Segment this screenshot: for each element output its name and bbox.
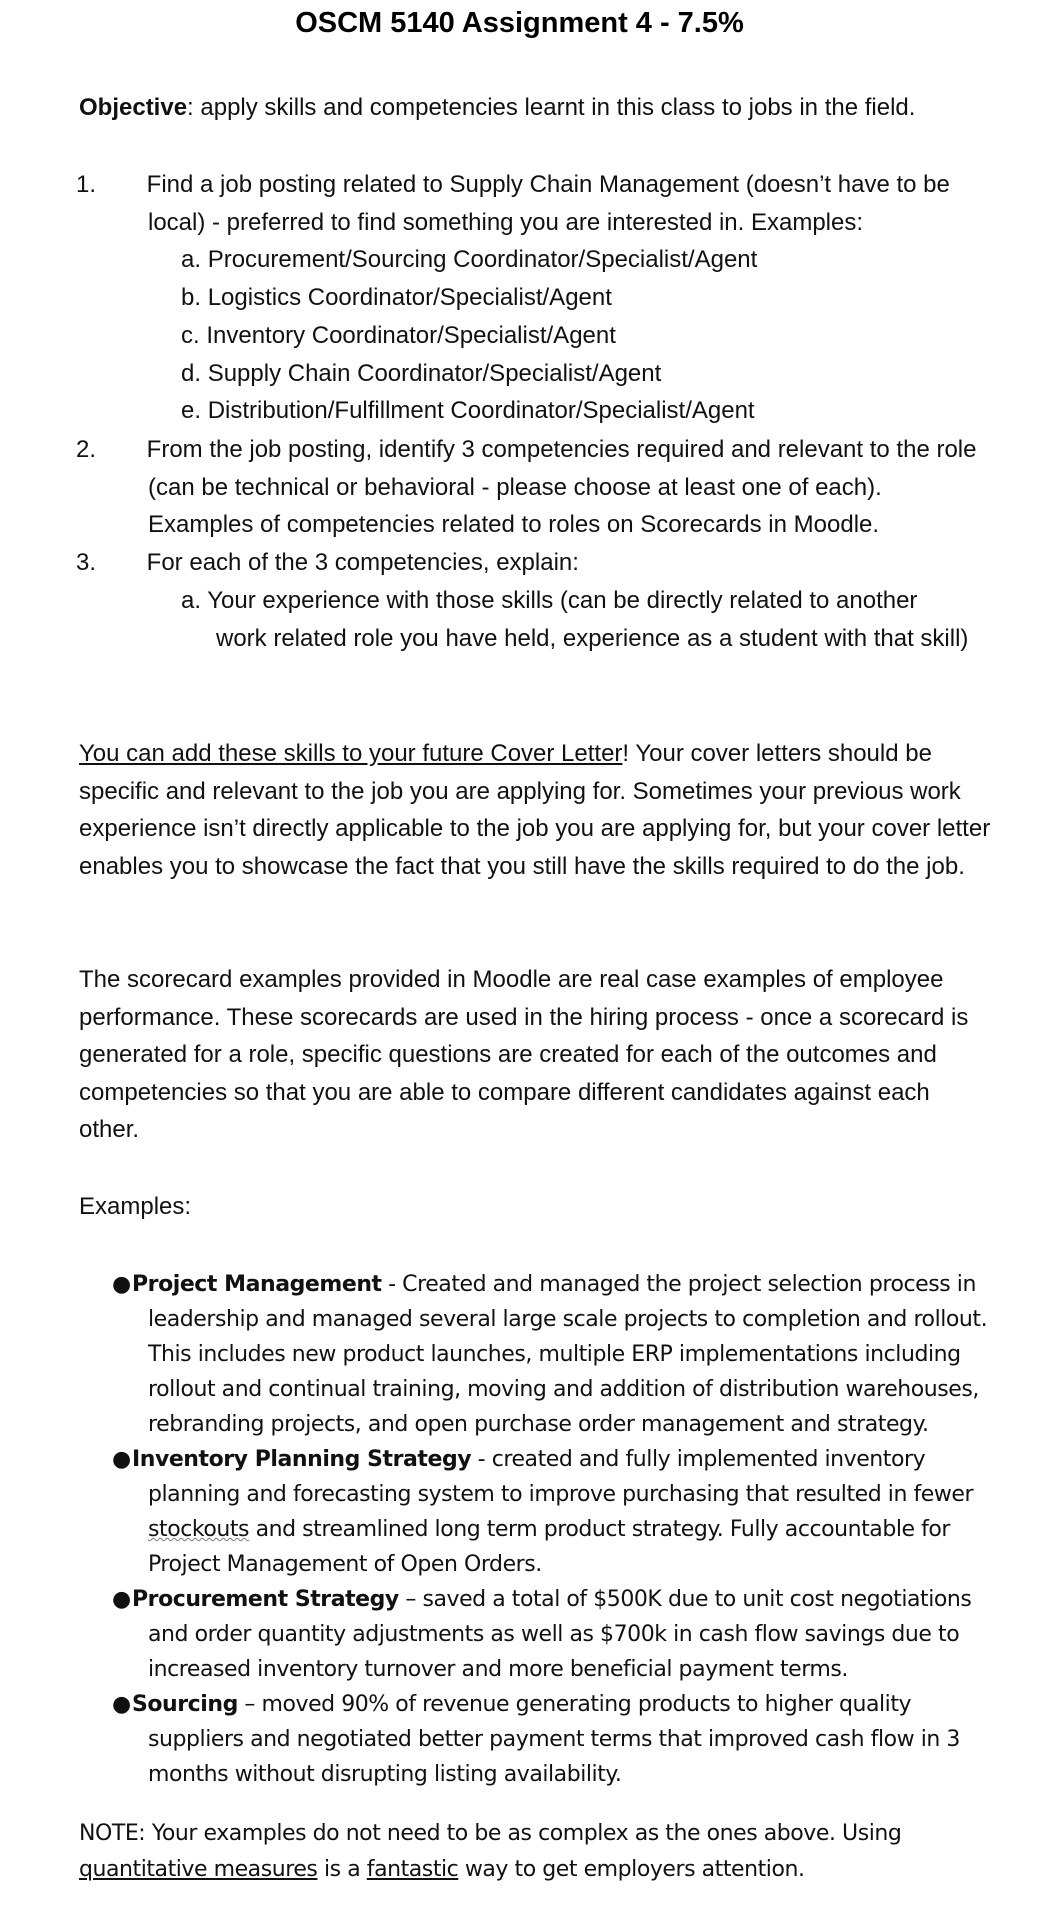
example-lead: Procurement Strategy: [132, 1587, 399, 1612]
objective-text: : apply skills and competencies learnt in this class to jobs in the field.: [187, 94, 916, 121]
example-text: - Created and managed the project selection process in leadership and managed several large scale projects to completion and rollout. This includes new product launches, multiple ERP implementations including rollout and continual training, moving and addition of distribution warehouses, rebranding projects, and open purchase order management and strategy.: [148, 1272, 988, 1437]
example-lead: Sourcing: [132, 1692, 238, 1717]
step-1-sub-a: [181, 241, 981, 279]
sub-text: Procurement/Sourcing Coordinator/Specialist/Agent: [207, 246, 758, 273]
step-3: [76, 544, 972, 582]
bullet-icon: ●: [112, 1692, 131, 1717]
step-text: From the job posting, identify 3 competencies required and relevant to the role (can be technical or behavioral - please choose at least one of each). Examples of competencies related to roles on Scorecards in Moodle.: [146, 436, 977, 538]
step-number: 3.: [76, 549, 97, 576]
step-1: [76, 166, 972, 241]
sub-text: Your experience with those skills (can be directly related to another work related role you have held, experience as a student with that skill): [207, 587, 969, 652]
bullet-icon: ●: [112, 1447, 131, 1472]
bullet-icon: ●: [112, 1587, 131, 1612]
example-sourcing: [112, 1687, 992, 1792]
example-text-continued: and streamlined long term product strategy. Fully accountable for Project Management of Open Orders.: [148, 1517, 951, 1577]
cover-letter-link[interactable]: You can add these skills to your future Cover Letter: [79, 740, 623, 767]
sub-text: Supply Chain Coordinator/Specialist/Agent: [207, 360, 662, 387]
sub-text: Logistics Coordinator/Specialist/Agent: [207, 284, 612, 311]
step-1-sub-e: [181, 392, 981, 430]
objective-label: Objective: [79, 94, 188, 121]
step-1-sub-b: [181, 279, 981, 317]
step-number: 2.: [76, 436, 97, 463]
sub-letter: a.: [181, 246, 202, 273]
sub-text: Inventory Coordinator/Specialist/Agent: [206, 322, 616, 349]
examples-heading: Examples:: [79, 1193, 192, 1220]
sub-letter: b.: [181, 284, 202, 311]
sub-letter: c.: [181, 322, 200, 349]
step-number: 1.: [76, 171, 97, 198]
sub-text: Distribution/Fulfillment Coordinator/Specialist/Agent: [207, 397, 755, 424]
objective-paragraph: [79, 89, 994, 127]
example-inventory-planning: [112, 1442, 992, 1582]
note-suffix: way to get employers attention.: [458, 1856, 805, 1882]
step-1-sub-d: [181, 355, 981, 393]
step-3-sub-a: [181, 582, 971, 657]
sub-letter: e.: [181, 397, 202, 424]
quantitative-measures-link[interactable]: quantitative measures: [79, 1856, 318, 1882]
step-text: Find a job posting related to Supply Chain Management (doesn’t have to be local) - preferred to find something you are interested in. Examples:: [146, 171, 950, 236]
sub-letter: d.: [181, 360, 202, 387]
example-lead: Inventory Planning Strategy: [132, 1447, 472, 1472]
sub-letter: a.: [181, 587, 202, 614]
spellcheck-flagged-word: stockouts: [148, 1517, 250, 1542]
page-title: OSCM 5140 Assignment 4 - 7.5%: [295, 7, 744, 39]
bullet-icon: ●: [112, 1272, 131, 1297]
step-2: [76, 431, 992, 544]
note-prefix: NOTE: Your examples do not need to be as complex as the ones above. Using: [79, 1821, 902, 1846]
example-procurement-strategy: [112, 1582, 992, 1687]
note-middle: is a: [317, 1856, 367, 1882]
fantastic-link[interactable]: fantastic: [366, 1856, 459, 1882]
scorecard-paragraph: The scorecard examples provided in Moodle are real case examples of employee performance. These scorecards are used in the hiring process - once a scorecard is generated for a role, specific questions are created for each of the outcomes and competencies so that you are able to compare different candidates against each other.: [79, 966, 969, 1143]
example-text: – saved a total of $500K due to unit cost negotiations and order quantity adjustments as well as $700k in cash flow savings due to increased inventory turnover and more beneficial payment terms.: [148, 1587, 972, 1682]
cover-letter-text: ! Your cover letters should be specific and relevant to the job you are applying for. Sometimes your previous work experience isn’t directly applicable to the job you are applying for, but your cover letter enables you to showcase the fact that you still have the skills required to do the job.: [79, 740, 991, 880]
example-lead: Project Management: [132, 1272, 382, 1297]
cover-letter-paragraph: [79, 735, 994, 885]
note-paragraph: [79, 1816, 999, 1887]
example-text: - created and fully implemented inventory planning and forecasting system to improve purchasing that resulted in fewer: [148, 1447, 974, 1507]
example-text: – moved 90% of revenue generating products to higher quality suppliers and negotiated better payment terms that improved cash flow in 3 months without disrupting listing availability.: [148, 1692, 960, 1787]
examples-list: [112, 1267, 992, 1792]
example-project-management: [112, 1267, 992, 1442]
step-text: For each of the 3 competencies, explain:: [146, 549, 579, 576]
step-1-sub-c: [181, 317, 981, 355]
